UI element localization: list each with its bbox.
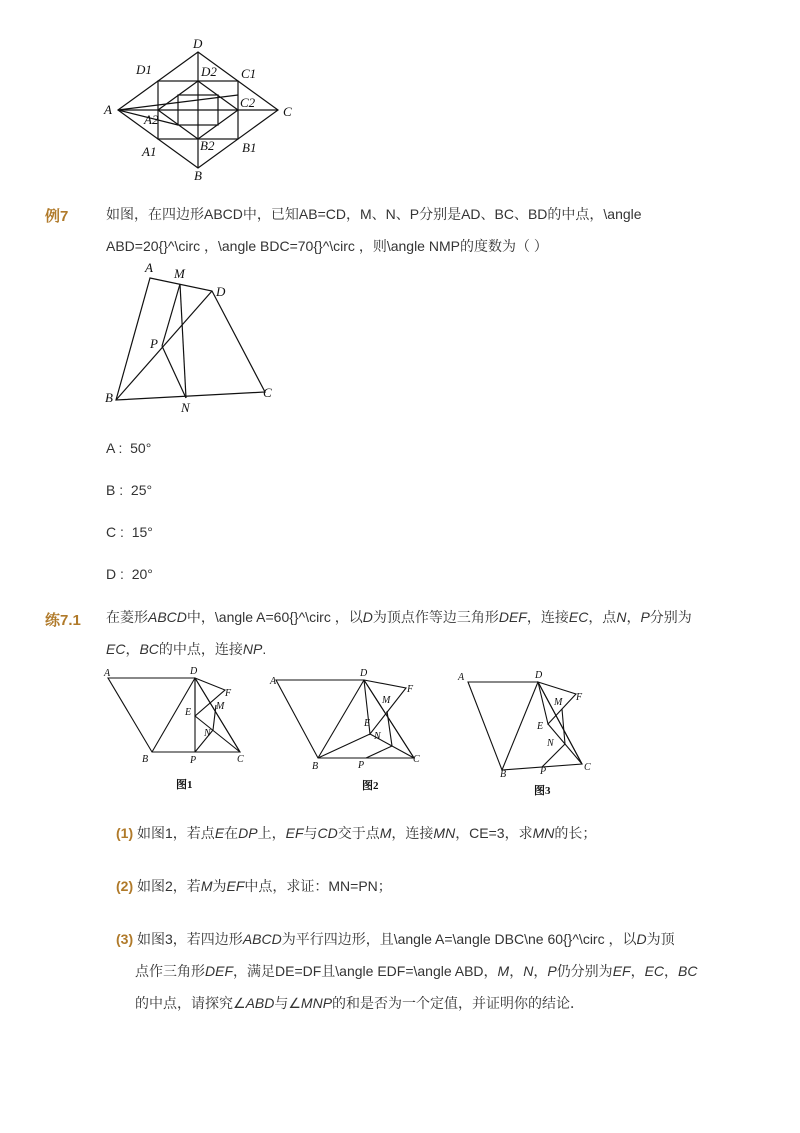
option-b[interactable]: B : 25° xyxy=(106,482,153,498)
label-C: C xyxy=(584,762,591,773)
label-D: D xyxy=(193,36,203,51)
label-D: D xyxy=(535,670,543,681)
label-E: E xyxy=(185,707,192,718)
label-D: D xyxy=(216,284,226,299)
subquestion-2: (2) 如图2，若M为EF中点，求证：MN=PN； xyxy=(116,878,392,894)
label-N: N xyxy=(181,400,190,415)
label-D2: D2 xyxy=(201,64,217,79)
label-B2: B2 xyxy=(200,138,215,153)
label-N: N xyxy=(374,731,381,742)
label-P: P xyxy=(190,755,197,766)
label-C: C xyxy=(263,385,272,400)
label-B: B xyxy=(194,168,202,182)
practice-tag: 练7.1 xyxy=(45,612,81,629)
label-N: N xyxy=(204,728,211,739)
label-E: E xyxy=(537,721,544,732)
rhombus-figure xyxy=(100,34,300,182)
subquestion-3-line3: 的中点，请探究∠ABD与∠MNP的和是否为一个定值，并证明你的结论． xyxy=(135,995,585,1011)
label-B: B xyxy=(500,769,507,780)
label-A1: A1 xyxy=(142,144,157,159)
label-M: M xyxy=(174,266,185,281)
label-A: A xyxy=(458,672,465,683)
subquestion-3-line1: (3) 如图3，若四边形ABCD为平行四边形，且\angle A=\angle DBC\ne 60{}^\circ ，以D为顶 xyxy=(116,931,675,947)
label-A: A xyxy=(104,668,111,679)
label-D: D xyxy=(360,668,368,679)
label-A2: A2 xyxy=(144,112,159,127)
example-tag: 例7 xyxy=(45,208,69,225)
subquestion-1: (1) 如图1，若点E在DP上，EF与CD交于点M，连接MN，CE=3，求MN的长； xyxy=(116,825,597,841)
label-A: A xyxy=(104,102,112,117)
quadrilateral-figure xyxy=(100,258,290,416)
label-F: F xyxy=(576,692,583,703)
label-C: C xyxy=(413,754,420,765)
caption-fig2: 图2 xyxy=(362,780,379,792)
label-A: A xyxy=(270,676,277,687)
label-C: C xyxy=(283,104,292,119)
label-A: A xyxy=(145,260,153,275)
label-C1: C1 xyxy=(241,66,257,81)
label-M: M xyxy=(554,697,563,708)
label-M: M xyxy=(382,695,391,706)
figure-1 xyxy=(100,662,260,794)
label-M: M xyxy=(216,701,225,712)
label-B: B xyxy=(312,761,319,772)
label-C2: C2 xyxy=(240,95,256,110)
label-N: N xyxy=(547,738,554,749)
label-P: P xyxy=(358,760,365,771)
label-B1: B1 xyxy=(242,140,257,155)
practice-text-line2: EC，BC的中点，连接NP. xyxy=(106,641,267,657)
caption-fig1: 图1 xyxy=(176,779,193,791)
label-D1: D1 xyxy=(136,62,152,77)
label-F: F xyxy=(225,688,232,699)
figure-3 xyxy=(452,666,612,802)
label-F: F xyxy=(407,684,414,695)
label-E: E xyxy=(364,718,371,729)
question-text-line1: 如图，在四边形ABCD中，已知AB=CD，M、N、P分别是AD、BC、BD的中点，\angle xyxy=(106,206,642,222)
option-c[interactable]: C : 15° xyxy=(106,524,153,540)
caption-fig3: 图3 xyxy=(534,785,551,797)
figure-2 xyxy=(266,664,430,796)
label-P: P xyxy=(540,766,547,777)
label-B: B xyxy=(105,390,113,405)
option-a[interactable]: A : 50° xyxy=(106,440,152,456)
label-P: P xyxy=(150,336,158,351)
subquestion-3-line2: 点作三角形DEF，满足DE=DF且\angle EDF=\angle ABD，M，N，P仍分别为EF，EC，BC xyxy=(135,963,698,979)
option-d[interactable]: D : 20° xyxy=(106,566,153,582)
practice-text-line1: 在菱形ABCD中，\angle A=60{}^\circ ，以D为顶点作等边三角形DEF，连接EC，点N，P分别为 xyxy=(106,609,692,625)
label-D: D xyxy=(190,666,198,677)
label-C: C xyxy=(237,754,244,765)
question-text-line2: ABD=20{}^\circ ，\angle BDC=70{}^\circ ，则\angle NMP的度数为（ ） xyxy=(106,238,548,254)
label-B: B xyxy=(142,754,149,765)
